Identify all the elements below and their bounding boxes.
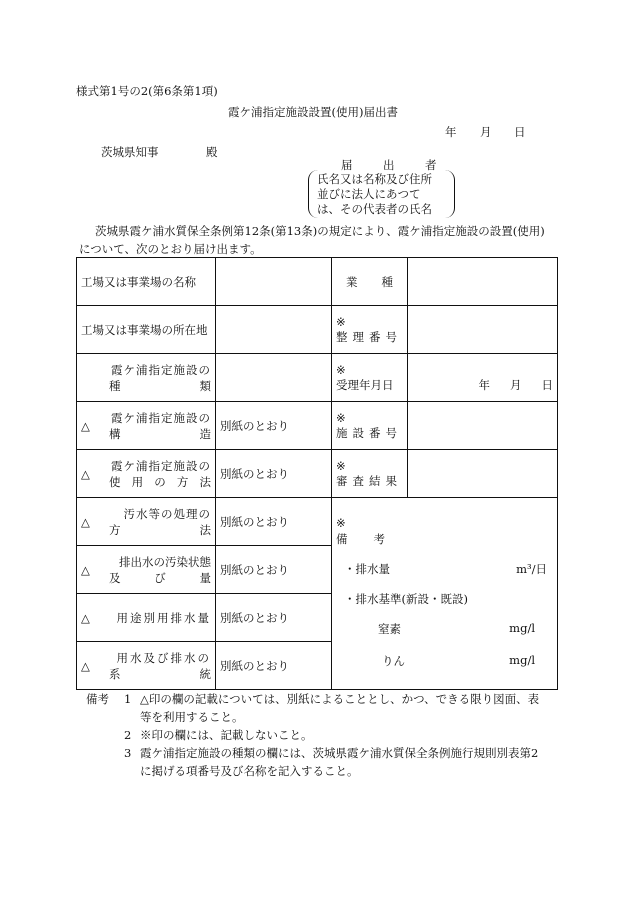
label-factory-name: 工場又は事業場の名称	[77, 258, 216, 306]
label-sewage-treatment: △ 汚水等の処理の 方 法	[77, 498, 216, 546]
chisso-label: 窒素	[378, 622, 401, 636]
label-juri-date: ※ 受理年月日	[332, 354, 408, 402]
value-water-use: 別紙のとおり	[216, 594, 332, 642]
value-effluent-state: 別紙のとおり	[216, 546, 332, 594]
value-usage-method: 別紙のとおり	[216, 450, 332, 498]
triangle-mark: △	[81, 418, 90, 433]
table-row	[77, 498, 558, 546]
value-sewage-treatment: 別紙のとおり	[216, 498, 332, 546]
triangle-mark: △	[81, 562, 90, 577]
label-shisetsu-bango: ※ 施設番号	[332, 402, 408, 450]
label-shinsa-kekka: ※ 審査結果	[332, 450, 408, 498]
date-year: 年	[445, 125, 457, 139]
label-effluent-state: △ 排出水の汚染状態 及 び 量	[77, 546, 216, 594]
input-factory-location[interactable]	[216, 306, 332, 354]
input-industry[interactable]	[408, 258, 558, 306]
input-seiri-bango[interactable]	[408, 306, 558, 354]
notes-head: 備考	[86, 692, 109, 706]
value-drain-system: 別紙のとおり	[216, 642, 332, 690]
notifier-line-3: は、その代表者の氏名	[317, 202, 432, 216]
table-row	[77, 258, 558, 306]
body-text: 茨城県霞ケ浦水質保全条例第12条(第13条)の規定により、霞ケ浦指定施設の設置(使用)について、次のとおり届け出ます。	[79, 224, 545, 256]
input-juri-date[interactable]: 年 月 日	[408, 354, 558, 402]
label-drain-system: △ 用水及び排水の 系 統	[77, 642, 216, 690]
input-facility-type[interactable]	[216, 354, 332, 402]
chisso-unit: mg/l	[509, 621, 535, 635]
table-row	[77, 306, 558, 354]
label-industry: 業 種	[332, 258, 408, 306]
label-water-use: △ 用途別用排水量	[77, 594, 216, 642]
label-factory-location: 工場又は事業場の所在地	[77, 306, 216, 354]
date-month: 月	[480, 125, 492, 139]
triangle-mark: △	[81, 466, 90, 481]
label-usage-method: △ 霞ケ浦指定施設の 使 用 の 方 法	[77, 450, 216, 498]
haisui-kijun-label: ・排水基準(新設・既設)	[344, 592, 468, 606]
notifier-line-1: 氏名又は名称及び住所	[317, 172, 432, 186]
rin-label: りん	[382, 654, 405, 668]
input-factory-name[interactable]	[216, 258, 332, 306]
input-shinsa-kekka[interactable]	[408, 450, 558, 498]
label-facility-type: 霞ケ浦指定施設の 種 類	[77, 354, 216, 402]
form-number: 様式第1号の2(第6条第1項)	[76, 84, 218, 98]
notifier-char-1: 届	[341, 158, 353, 172]
biko-cell: ※ 備 考 ・排水量 m³/日 ・排水基準(新設・既設) 窒素 mg/l りん mg/l	[332, 498, 558, 690]
triangle-mark: △	[81, 610, 90, 625]
value-structure: 別紙のとおり	[216, 402, 332, 450]
label-structure: △ 霞ケ浦指定施設の 構 造	[77, 402, 216, 450]
addressee: 茨城県知事	[101, 145, 159, 159]
form-table	[76, 257, 558, 690]
note-item: 3 霞ケ浦指定施設の種類の欄には、茨城県霞ケ浦水質保全条例施行規則別表第2 に掲げる項番号及び名称を記入すること。	[124, 746, 539, 778]
notifier-char-3: 者	[425, 158, 437, 172]
table-row	[77, 402, 558, 450]
table-row	[77, 450, 558, 498]
input-shisetsu-bango[interactable]	[408, 402, 558, 450]
table-row	[77, 354, 558, 402]
haisuiryo-label: ・排水量	[344, 562, 390, 576]
notes	[86, 690, 556, 780]
notifier-char-2: 出	[383, 158, 395, 172]
haisuiryo-unit: m³/日	[516, 562, 547, 576]
note-item: 備考 1 △印の欄の記載については、別紙によることとし、かつ、できる限り図面、表 等を利用すること。	[86, 692, 540, 724]
rin-unit: mg/l	[509, 653, 535, 667]
triangle-mark: △	[81, 658, 90, 673]
notifier-note	[317, 172, 432, 217]
label-seiri-bango: ※ 整理番号	[332, 306, 408, 354]
note-item: 2 ※印の欄には、記載しないこと。	[124, 728, 313, 742]
triangle-mark: △	[81, 514, 90, 529]
date-day: 日	[514, 125, 526, 139]
form-title: 霞ケ浦指定施設設置(使用)届出書	[228, 105, 398, 119]
addressee-honorific: 殿	[206, 145, 218, 159]
notifier-line-2: 並びに法人にあつて	[317, 187, 421, 201]
